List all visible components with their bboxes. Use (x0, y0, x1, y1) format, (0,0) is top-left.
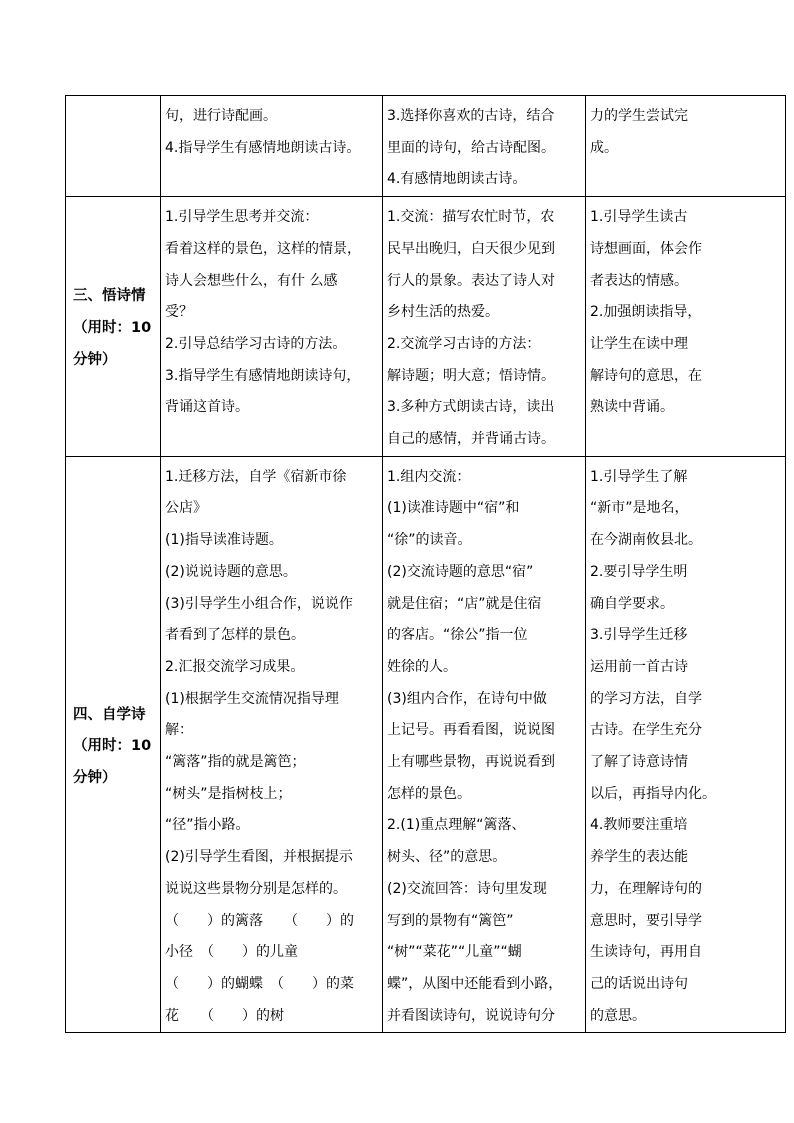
text-line: 者表达的情感。 (590, 272, 688, 289)
text-line: 诗人会想些什么，有什 么感 (165, 272, 338, 289)
text-line: 受？ (165, 304, 193, 321)
text-line: 2.加强朗读指导， (590, 304, 702, 321)
text-line: 意思时，要引导学 (590, 912, 702, 929)
text-line: 背诵这首诗。 (165, 399, 249, 416)
text-line: （ ）的篱落 （ ）的 (165, 912, 354, 929)
text-line: 3.选择你喜欢的古诗，结合 (387, 108, 555, 124)
text-line: 1.引导学生思考并交流： (165, 209, 319, 226)
text-line: 句，进行诗配画。 (165, 108, 277, 124)
text-line: (2)引导学生看图，并根据提示 (165, 849, 353, 866)
text-line: “新市”是地名， (590, 500, 689, 517)
text-line: 3.引导学生迁移 (590, 627, 688, 644)
text-line: 乡村生活的热爱。 (387, 304, 499, 321)
text-line: (2)说说诗题的意思。 (165, 563, 297, 580)
text-line: 养学生的表达能 (590, 849, 688, 866)
text-line: 确自学要求。 (590, 595, 674, 612)
text-line: 三、悟诗情 (73, 288, 146, 305)
student-activity-cell (383, 96, 586, 197)
design-intent-cell (586, 456, 786, 1033)
design-intent-cell (586, 96, 786, 197)
text-line: 在今湖南攸县北。 (590, 532, 702, 549)
text-line: 上记号。再看看图，说说图 (387, 722, 555, 739)
text-line: 2.要引导学生明 (590, 563, 688, 580)
text-line: 写到的景物有“篱笆” (387, 912, 514, 929)
text-line: “树头”是指树枝上； (165, 785, 292, 802)
text-line: (1)根据学生交流情况指导理 (165, 690, 339, 707)
text-line: （用时：10 (73, 320, 152, 337)
student-activity-cell (383, 456, 586, 1033)
text-line: 运用前一首古诗 (590, 658, 688, 675)
text-line: 1.迁移方法，自学《宿新市徐 (165, 468, 347, 485)
text-line: 2.(1)重点理解“篱落、 (387, 817, 526, 834)
text-line: 上有哪些景物，再说说看到 (387, 754, 555, 771)
text-line: 了解了诗意诗情 (590, 754, 688, 771)
text-line: (1)指导读准诗题。 (165, 532, 283, 549)
text-line: 己的话说出诗句 (590, 975, 688, 992)
text-line: 1.组内交流： (387, 468, 471, 485)
text-line: “徐”的读音。 (387, 532, 472, 549)
design-intent-cell (586, 197, 786, 457)
stage-cell (66, 96, 161, 197)
text-line: 怎样的景色。 (387, 785, 471, 802)
text-line: 3.指导学生有感情地朗读诗句， (165, 367, 361, 384)
text-line: 解诗句的意思，在 (590, 367, 702, 384)
text-line: 说说这些景物分别是怎样的。 (165, 880, 347, 897)
text-line: 就是住宿；“店”就是住宿 (387, 595, 542, 612)
text-line: 力的学生尝试完 (590, 108, 688, 124)
text-line: 民早出晚归，白天很少见到 (387, 240, 555, 257)
text-line: 里面的诗句，给古诗配图。 (387, 139, 555, 156)
text-line: 力，在理解诗句的 (590, 880, 702, 897)
text-line: 2.汇报交流学习成果。 (165, 658, 305, 675)
text-line: 姓徐的人。 (387, 658, 457, 675)
text-line: 1.交流：描写农忙时节，农 (387, 209, 555, 226)
text-line: 看着这样的景色，这样的情景， (165, 240, 361, 257)
text-line: 2.交流学习古诗的方法： (387, 335, 541, 352)
text-line: (3)组内合作，在诗句中做 (387, 690, 547, 707)
text-line: 以后，再指导内化。 (590, 785, 716, 802)
text-line: 古诗。在学生充分 (590, 722, 702, 739)
text-line: (2)交流回答：诗句里发现 (387, 880, 547, 897)
text-line: 行人的景象。表达了诗人对 (387, 272, 555, 289)
text-line: 花 （ ）的树 (165, 1007, 284, 1024)
text-line: 3.多种方式朗读古诗，读出 (387, 399, 555, 416)
text-line: 并看图读诗句，说说诗句分 (387, 1007, 555, 1024)
text-line: 自己的感情，并背诵古诗。 (387, 431, 555, 448)
teacher-activity-cell (161, 197, 383, 457)
text-line: 蝶”，从图中还能看到小路， (387, 975, 563, 992)
text-line: 诗想画面，体会作 (590, 240, 702, 257)
text-line: 1.引导学生读古 (590, 209, 688, 226)
text-line: 的学习方法，自学 (590, 690, 702, 707)
stage-cell (66, 197, 161, 457)
text-line: (3)引导学生小组合作，说说作 (165, 595, 353, 612)
text-line: 4.指导学生有感情地朗读古诗。 (165, 139, 361, 156)
lesson-plan-table (65, 95, 786, 1033)
text-line: 四、自学诗 (73, 706, 146, 723)
text-line: 的客店。“徐公”指一位 (387, 627, 528, 644)
teacher-activity-cell (161, 456, 383, 1033)
text-line: 4.教师要注重培 (590, 817, 688, 834)
text-line: 让学生在读中理 (590, 335, 688, 352)
text-line: 4.有感情地朗读古诗。 (387, 171, 527, 188)
table-row (66, 96, 786, 197)
text-line: （用时：10 (73, 738, 152, 755)
text-line: 分钟） (73, 351, 117, 368)
text-line: “径”指小路。 (165, 817, 250, 834)
text-line: (1)读准诗题中“宿”和 (387, 500, 520, 517)
table-row (66, 456, 786, 1033)
teacher-activity-cell (161, 96, 383, 197)
text-line: “篱落”指的就是篱笆； (165, 754, 306, 771)
text-line: 1.引导学生了解 (590, 468, 688, 485)
text-line: 公店》 (165, 500, 207, 517)
table-row (66, 197, 786, 457)
text-line: 2.引导总结学习古诗的方法。 (165, 335, 347, 352)
text-line: 分钟） (73, 769, 117, 786)
text-line: 小径 （ ）的儿童 (165, 944, 298, 961)
text-line: （ ）的蝴蝶 （ ）的菜 (165, 975, 354, 992)
text-line: 树头、径”的意思。 (387, 849, 507, 866)
lesson-plan-body (66, 96, 786, 1033)
text-line: 熟读中背诵。 (590, 399, 674, 416)
text-line: 的意思。 (590, 1007, 646, 1024)
student-activity-cell (383, 197, 586, 457)
stage-cell (66, 456, 161, 1033)
text-line: “树”“菜花”“儿童”“蝴 (387, 944, 522, 961)
text-line: 解： (165, 722, 193, 739)
text-line: 生读诗句，再用自 (590, 944, 702, 961)
text-line: 解诗题；明大意；悟诗情。 (387, 367, 555, 384)
text-line: 者看到了怎样的景色。 (165, 627, 305, 644)
text-line: 成。 (590, 139, 618, 156)
text-line: (2)交流诗题的意思“宿” (387, 563, 534, 580)
